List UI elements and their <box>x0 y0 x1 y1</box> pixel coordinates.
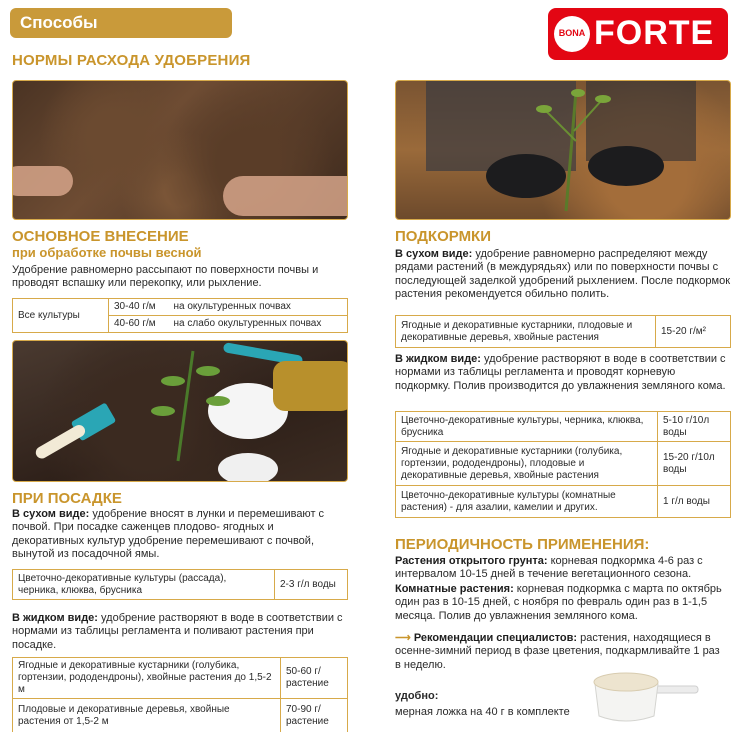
note-cell: на слабо окультуренных почвах <box>169 316 348 333</box>
planting-liquid-body: удобрение растворяют в воде в соответствии с нормами из таблицы регламента и поливают растения при посадке. <box>12 612 343 651</box>
rate-cell: 50-60 г/растение <box>281 658 348 699</box>
table-row <box>13 299 348 316</box>
planting-liquid-table <box>12 657 348 732</box>
logo-bona-text: BONA <box>558 28 586 38</box>
recommendation-label: Рекомендации специалистов: <box>413 632 578 644</box>
feeding-liquid-body: удобрение растворяют в воде в соответствии с нормами из таблицы регламента и проводят корневую подкормку. Полив производится до увлажнения земляного кома. <box>395 353 726 392</box>
table-row <box>396 316 731 348</box>
rate-cell: 1 г/л воды <box>658 486 731 518</box>
table-row <box>13 699 348 732</box>
periodicity-title: ПЕРИОДИЧНОСТЬ ПРИМЕНЕНИЯ: <box>395 536 650 553</box>
rate-cell: 15-20 г/м² <box>656 316 731 348</box>
logo-forte-text: FORTE <box>594 14 715 52</box>
basic-table <box>12 298 348 333</box>
table-row <box>396 442 731 486</box>
planting-dry-body: удобрение вносят в лунки и перемешивают с почвой. При посадке саженцев плодово- ягодных и декоративных культур удобрение перемешивают с почвой, вынутой из посадочной ямы. <box>12 508 325 561</box>
recommendation-body: растения, находящиеся в осенне-зимний период в фазе цветения, подкармливайте 1 раз в неделю. <box>395 632 720 671</box>
table-row <box>396 412 731 442</box>
feeding-dry-label: В сухом виде: <box>395 248 473 260</box>
periodicity-open-label: Растения открытого грунта: <box>395 555 548 567</box>
norms-title: НОРМЫ РАСХОДА УДОБРЕНИЯ <box>12 52 251 69</box>
convenient-text: мерная ложка на 40 г в комплекте <box>395 706 570 718</box>
soil-hands-photo <box>12 80 348 220</box>
rate-cell: 30-40 г/м <box>109 299 169 316</box>
basic-text: Удобрение равномерно рассыпают по поверхности почвы и проводят вспашку или перекопку, или рыхление. <box>12 264 319 290</box>
feeding-dry-text <box>395 248 731 302</box>
note-cell: на окультуренных почвах <box>169 299 348 316</box>
planting-dry-label: В сухом виде: <box>12 508 90 520</box>
crop-cell: Ягодные и декоративные кустарники, плодовые и декоративные деревья, хвойные растения <box>396 316 656 348</box>
planting-liquid-text <box>12 612 344 652</box>
rate-cell: 40-60 г/м <box>109 316 169 333</box>
basic-crop-cell: Все культуры <box>13 299 109 333</box>
rate-cell: 70-90 г/растение <box>281 699 348 732</box>
basic-title: ОСНОВНОЕ ВНЕСЕНИЕ <box>12 228 189 245</box>
feeding-liquid-table <box>395 411 731 518</box>
rate-cell: 2-3 г/л воды <box>275 570 348 600</box>
crop-cell: Ягодные и декоративные кустарники (голубика, гортензии, рододендроны), хвойные растения до 1,5-2 м <box>13 658 281 699</box>
planting-dry-text <box>12 508 344 562</box>
planting-dry-table <box>12 569 348 600</box>
periodicity-indoor-label: Комнатные растения: <box>395 583 514 595</box>
feeding-title: ПОДКОРМКИ <box>395 228 491 245</box>
rate-cell: 5-10 г/10л воды <box>658 412 731 442</box>
crop-cell: Ягодные и декоративные кустарники (голубика, гортензии, рододендроны), плодовые и декоративные деревья, хвойные растения <box>396 442 658 486</box>
feeding-dry-table <box>395 315 731 348</box>
crop-cell: Плодовые и декоративные деревья, хвойные растения от 1,5-2 м <box>13 699 281 732</box>
convenient-label: удобно: <box>395 690 439 702</box>
periodicity-open-body: корневая подкормка 4-6 раз с интервалом 10-15 дней в течение вегетационного сезона. <box>395 555 703 581</box>
crop-cell: Цветочно-декоративные культуры (рассада), черника, клюква, брусника <box>13 570 275 600</box>
feeding-liquid-text <box>395 353 731 393</box>
periodicity-indoor-text <box>395 583 731 623</box>
crop-cell: Цветочно-декоративные культуры, черника, клюква, брусника <box>396 412 658 442</box>
feeding-liquid-label: В жидком виде: <box>395 353 481 365</box>
basic-subtitle: при обработке почвы весной <box>12 245 202 260</box>
table-row <box>13 658 348 699</box>
feeding-dry-body: удобрение равномерно распределяют между рядами растений (в междурядьях) или по поверхности почвы с последующей заделкой удобрений рыхлением. После подкормок растения рекомендуется обильно полить. <box>395 248 731 301</box>
periodicity-open-text <box>395 555 731 582</box>
planting-liquid-label: В жидком виде: <box>12 612 98 624</box>
periodicity-indoor-body: корневая подкормка с марта по октябрь один раз в 10-15 дней, с ноября по февраль один раз в 1-1,5 месяца. Полив до увлажнения земляного кома. <box>395 583 722 622</box>
seedling-illustration <box>396 81 731 220</box>
planting-gloves-photo <box>395 80 731 220</box>
table-row <box>13 570 348 600</box>
usage-badge: Способы использования <box>10 8 232 38</box>
crop-cell: Цветочно-декоративные культуры (комнатные растения) - для азалии, камелии и других. <box>396 486 658 518</box>
table-row <box>396 486 731 518</box>
rate-cell: 15-20 г/10л воды <box>658 442 731 486</box>
tools-illustration <box>13 341 348 482</box>
arrow-right-icon: ⟶ <box>395 632 411 644</box>
measuring-spoon-icon <box>590 664 700 726</box>
garden-tools-photo <box>12 340 348 482</box>
planting-title: ПРИ ПОСАДКЕ <box>12 490 122 507</box>
bona-forte-logo <box>548 8 728 60</box>
